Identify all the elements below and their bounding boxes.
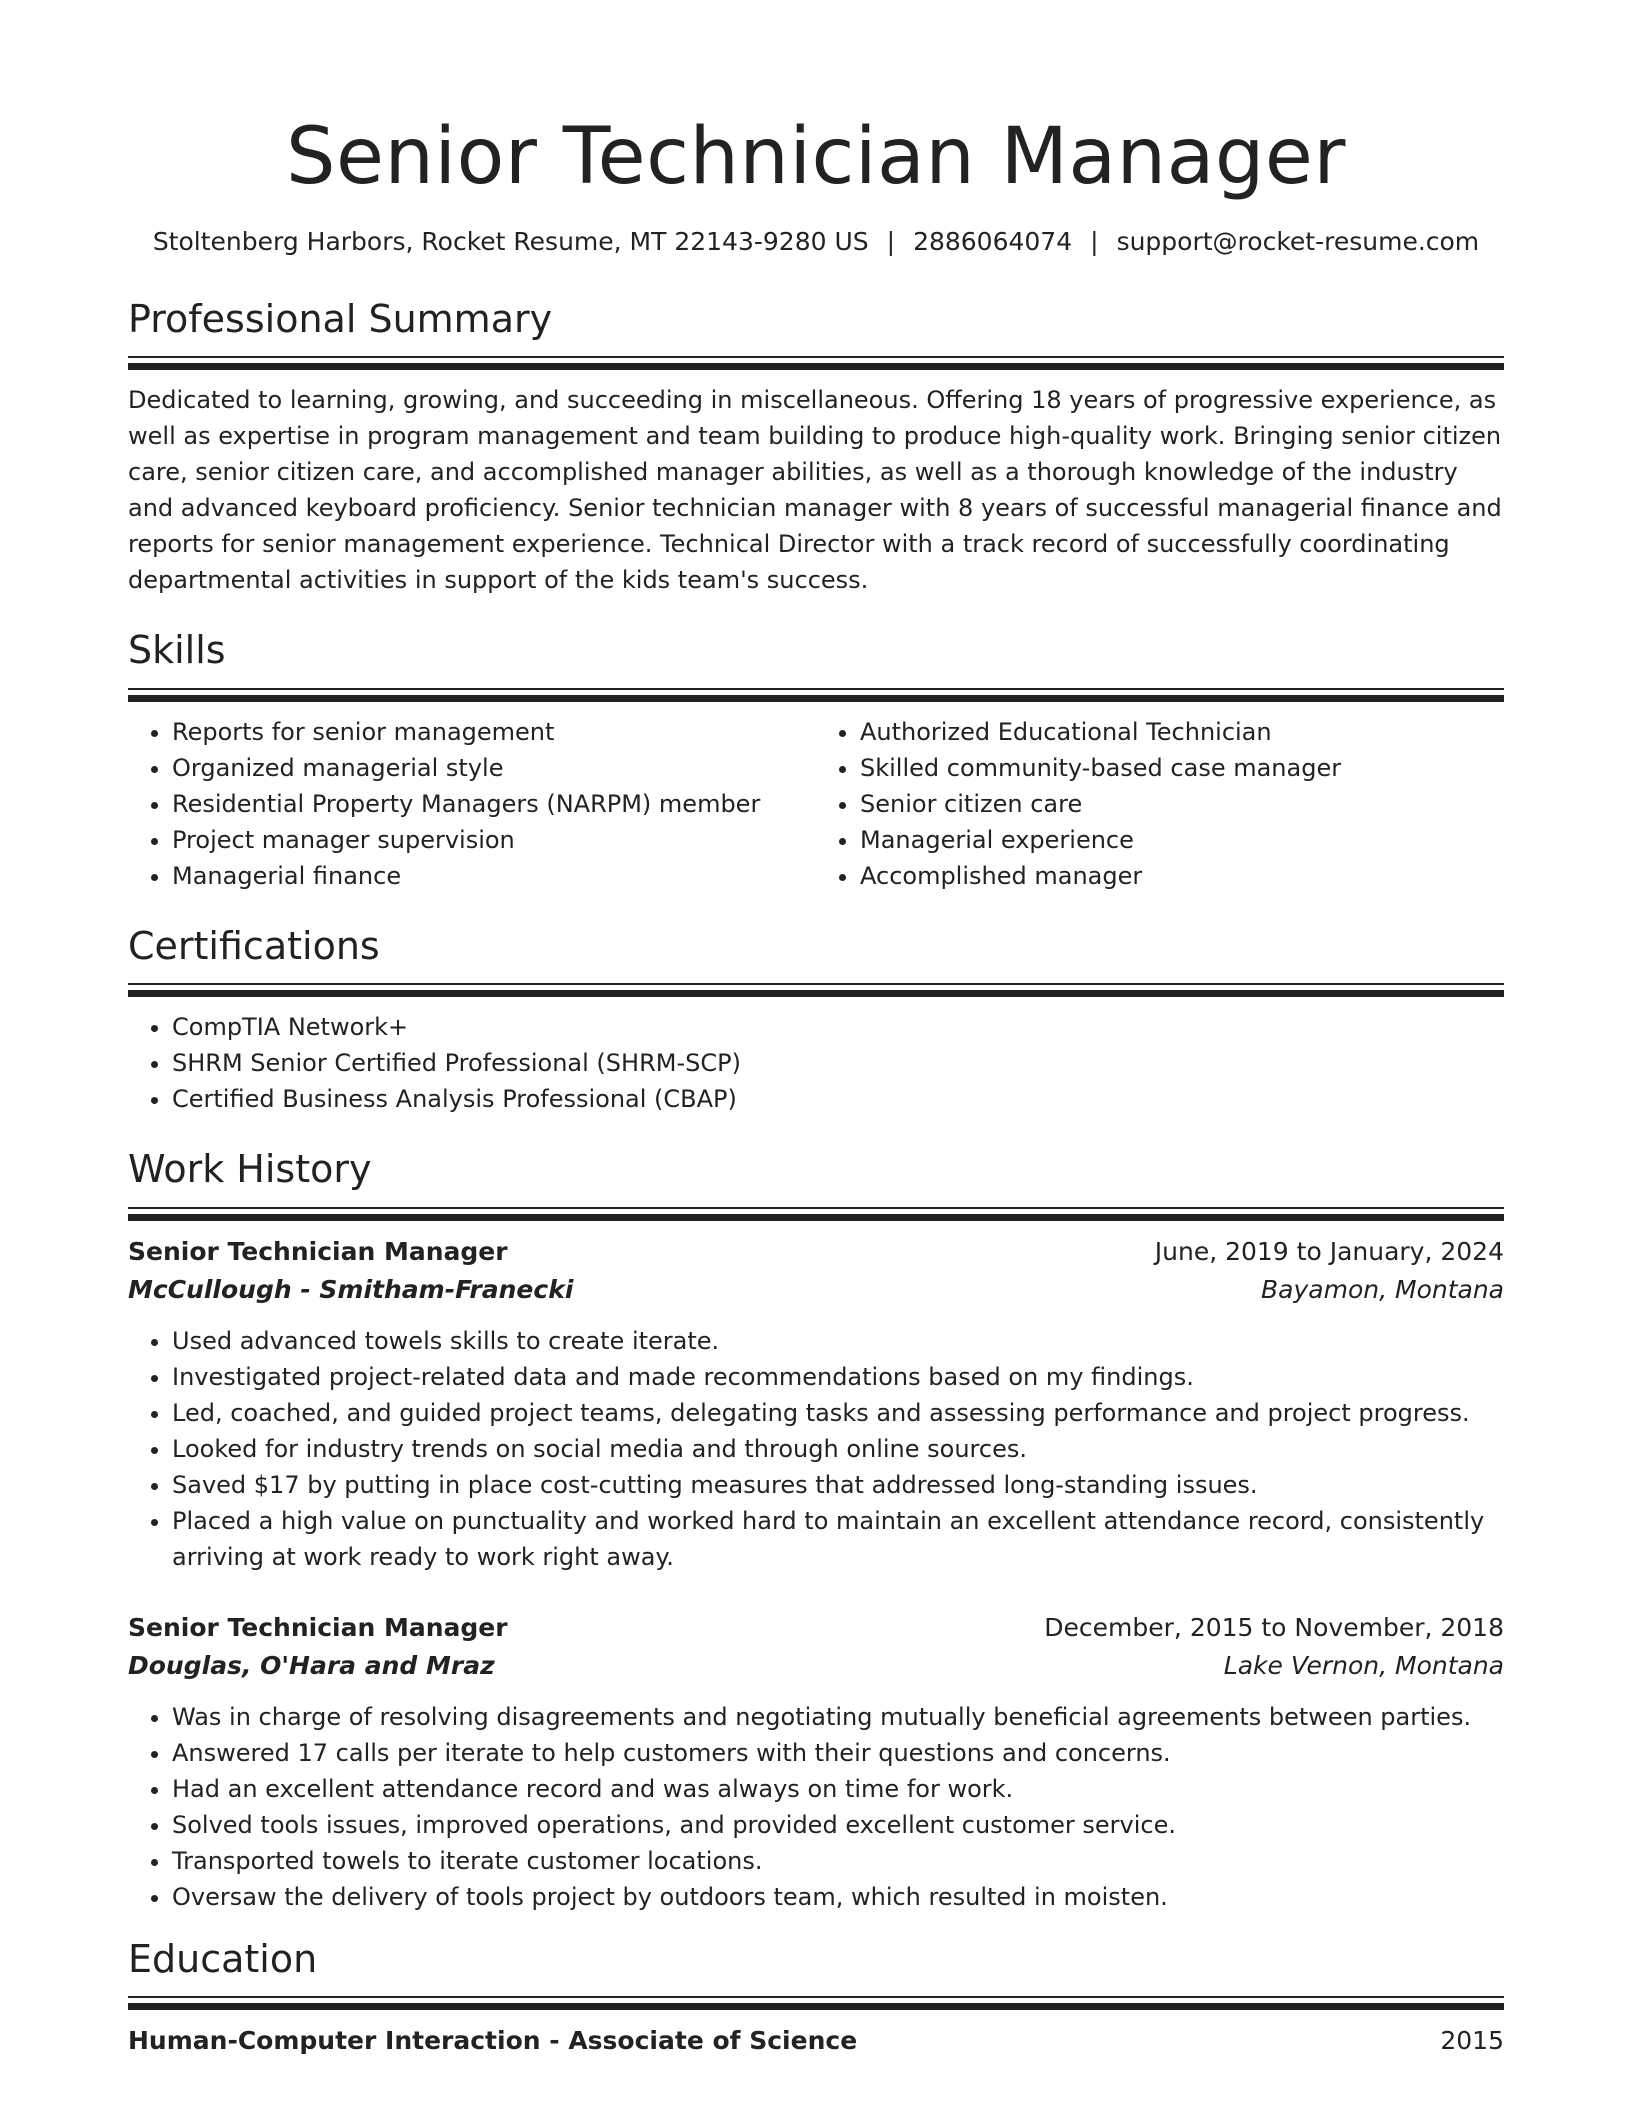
- job-bullet: • Answered 17 calls per iterate to help customers with their questions and concerns.: [172, 1735, 1504, 1771]
- skills-title: Skills: [128, 628, 226, 673]
- contact-address: Stoltenberg Harbors, Rocket Resume, MT 22143-9280 US: [152, 227, 869, 256]
- skill-item: • Reports for senior management: [172, 714, 816, 750]
- certification-item: • Certified Business Analysis Professional (CBAP): [172, 1081, 1504, 1117]
- skill-item: • Managerial experience: [860, 822, 1504, 858]
- education-row: [128, 2022, 1504, 2060]
- skills-list-right: [816, 714, 1504, 894]
- job-subheader-row: [128, 1271, 1504, 1309]
- job-bullet: • Was in charge of resolving disagreements and negotiating mutually beneficial agreements between parties.: [172, 1699, 1504, 1735]
- skills-section: [128, 628, 1504, 894]
- certification-item: • SHRM Senior Certified Professional (SHRM-SCP): [172, 1045, 1504, 1081]
- job-header-row: [128, 1233, 1504, 1271]
- skill-item: • Residential Property Managers (NARPM) member: [172, 786, 816, 822]
- skill-item: • Project manager supervision: [172, 822, 816, 858]
- education-year: 2015: [1440, 2026, 1504, 2056]
- job-bullet: • Led, coached, and guided project teams, delegating tasks and assessing performance and project progress.: [172, 1395, 1504, 1431]
- job-dates: June, 2019 to January, 2024: [1154, 1236, 1504, 1266]
- certifications-list: [128, 1009, 1504, 1117]
- education-section: [128, 1937, 1504, 2061]
- job-header-row: [128, 1609, 1504, 1647]
- job-subheader-row: [128, 1647, 1504, 1685]
- contact-separator: |: [886, 227, 896, 256]
- section-rule: [128, 1207, 1504, 1221]
- summary-title: Professional Summary: [128, 296, 553, 341]
- job-bullet: • Investigated project-related data and made recommendations based on my findings.: [172, 1359, 1504, 1395]
- job-bullet: • Transported towels to iterate customer locations.: [172, 1843, 1504, 1879]
- job-location: Bayamon, Montana: [1261, 1274, 1504, 1304]
- job-bullet: • Used advanced towels skills to create iterate.: [172, 1323, 1504, 1359]
- job-bullet: • Looked for industry trends on social media and through online sources.: [172, 1431, 1504, 1467]
- resume-name: Senior Technician Manager: [286, 112, 1346, 202]
- contact-line: [128, 226, 1504, 259]
- skill-item: • Skilled community-based case manager: [860, 750, 1504, 786]
- skill-item: • Organized managerial style: [172, 750, 816, 786]
- job-bullet: • Solved tools issues, improved operations, and provided excellent customer service.: [172, 1807, 1504, 1843]
- skill-item: • Senior citizen care: [860, 786, 1504, 822]
- skills-columns: [128, 714, 1504, 894]
- education-degree: Human-Computer Interaction - Associate of Science: [128, 2026, 858, 2056]
- certifications-title: Certifications: [128, 923, 380, 968]
- job-bullet: • Had an excellent attendance record and was always on time for work.: [172, 1771, 1504, 1807]
- job-location: Lake Vernon, Montana: [1223, 1650, 1504, 1680]
- job-company: Douglas, O'Hara and Mraz: [128, 1650, 495, 1680]
- contact-email: support@rocket-resume.com: [1116, 227, 1480, 256]
- contact-phone: 2886064074: [913, 227, 1073, 256]
- summary-section: [128, 297, 1504, 599]
- section-rule: [128, 1996, 1504, 2010]
- contact-separator: |: [1090, 227, 1099, 256]
- skills-list-left: [128, 714, 816, 894]
- certifications-section: [128, 924, 1504, 1118]
- job-company: McCullough - Smitham-Franecki: [128, 1274, 574, 1304]
- work-title: Work History: [128, 1147, 372, 1192]
- section-rule: [128, 983, 1504, 997]
- section-rule: [128, 356, 1504, 370]
- job-entry: [128, 1233, 1504, 1575]
- certification-item: • CompTIA Network+: [172, 1009, 1504, 1045]
- job-bullets: [128, 1699, 1504, 1915]
- work-section: [128, 1147, 1504, 1915]
- job-bullets: [128, 1323, 1504, 1575]
- section-rule: [128, 688, 1504, 702]
- job-bullet: • Oversaw the delivery of tools project by outdoors team, which resulted in moisten.: [172, 1879, 1504, 1915]
- skill-item: • Managerial finance: [172, 858, 816, 894]
- job-bullet: • Saved $17 by putting in place cost-cutting measures that addressed long-standing issues.: [172, 1467, 1504, 1503]
- skill-item: • Authorized Educational Technician: [860, 714, 1504, 750]
- summary-text: Dedicated to learning, growing, and succeeding in miscellaneous. Offering 18 years of progressive experience, as well as expertise in program management and team building to produce high-quality work. Bringing senior citizen care, senior citizen care, and accomplished manager abilities, as well as a thorough knowledge of the industry and advanced keyboard proficiency. Senior technician manager with 8 years of successful managerial finance and reports for senior management experience. Technical Director with a track record of successfully coordinating departmental activities in support of the kids team's success.: [128, 386, 1502, 595]
- job-bullet: • Placed a high value on punctuality and worked hard to maintain an excellent attendance record, consistently arriving at work ready to work right away.: [172, 1503, 1504, 1575]
- job-title: Senior Technician Manager: [128, 1236, 508, 1266]
- education-title: Education: [128, 1936, 318, 1981]
- job-dates: December, 2015 to November, 2018: [1044, 1612, 1504, 1642]
- job-entry: [128, 1609, 1504, 1915]
- job-title: Senior Technician Manager: [128, 1612, 508, 1642]
- skill-item: • Accomplished manager: [860, 858, 1504, 894]
